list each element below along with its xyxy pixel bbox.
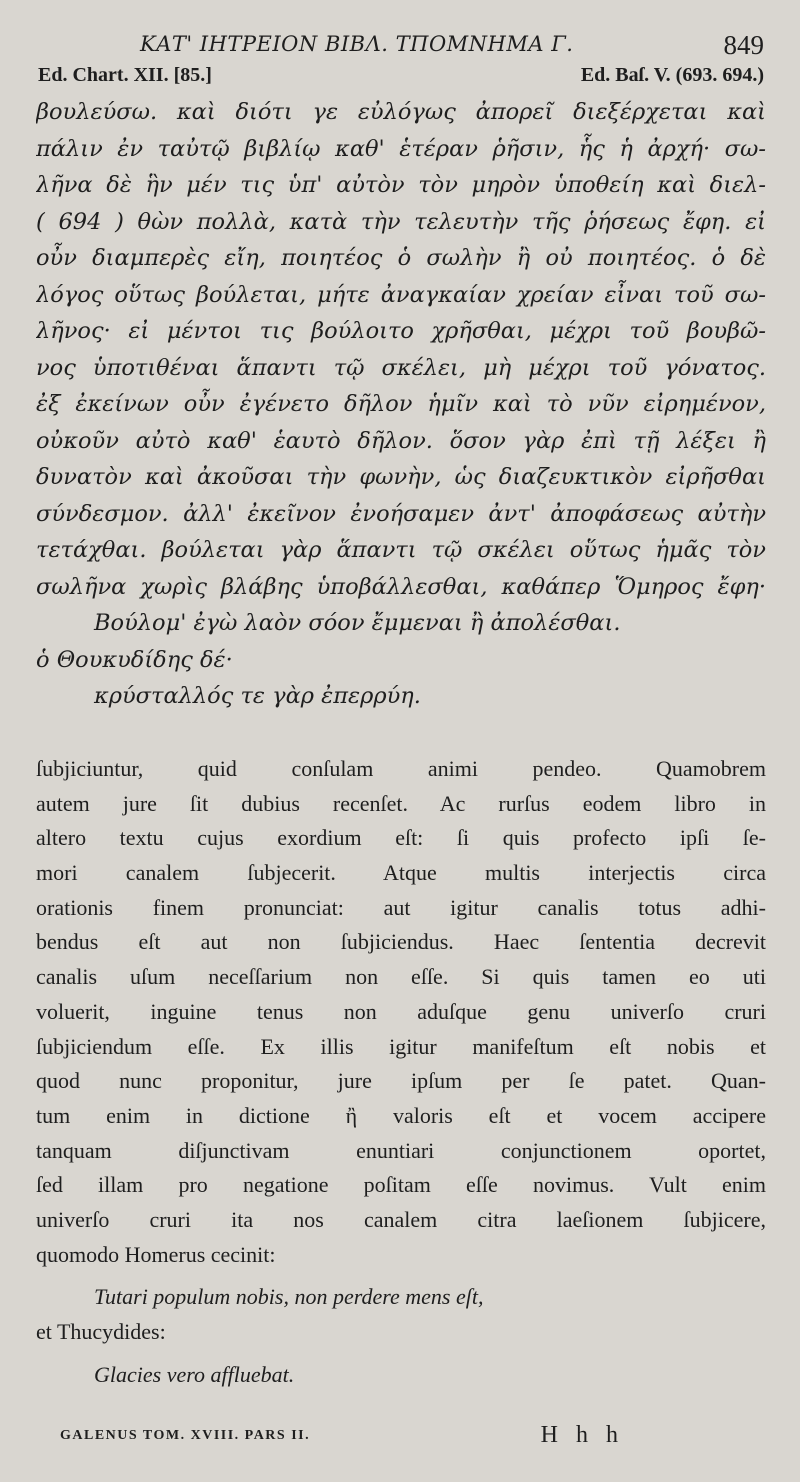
latin-line: bendus eſt aut non ſubjiciendus. Haec ſententia decrevit	[36, 929, 766, 955]
greek-line: ( 694 ) θὼν πολλὰ, κατὰ τὴν τελευτὴν τῆς ῥήσεως ἔφη. εἰ	[36, 208, 766, 235]
edition-chartier: Ed. Chart. XII. [85.]	[38, 64, 212, 86]
greek-line: οὖν διαμπερὲς εἴη, ποιητέος ὁ σωλὴν ἢ οὐ ποιητέος. ὁ δὲ	[36, 245, 766, 271]
latin-line: altero textu cujus exordium eſt: ſi quis profecto ipſi ſe-	[36, 825, 766, 851]
latin-line: tanquam diſjunctivam enuntiari conjunctionem oportet,	[36, 1137, 766, 1163]
greek-text	[36, 94, 766, 715]
page-footer	[60, 1422, 624, 1452]
greek-line: σωλῆνα χωρὶς βλάβης ὑποβάλλεσθαι, καθάπερ Ὅμηρος ἔφη·	[36, 573, 766, 600]
latin-intro-thucydides: et Thucydides:	[36, 1319, 166, 1344]
signature-line: GALENUS TOM. XVIII. PARS II.	[60, 1428, 311, 1443]
running-head	[0, 30, 800, 64]
latin-line: ſubjiciendum eſſe. Ex illis igitur manifeſtum eſt nobis et	[36, 1033, 766, 1059]
greek-line: πάλιν ἐν ταὐτῷ βιβλίῳ καθ' ἑτέραν ῥῆσιν, ἧς ἡ ἀρχή· σω-	[36, 135, 766, 162]
greek-line: νος ὑποτιθέναι ἅπαντι τῷ σκέλει, μὴ μέχρι τοῦ γόνατος.	[36, 354, 766, 381]
latin-line: orationis finem pronunciat: aut igitur canalis totus adhi-	[36, 894, 766, 920]
latin-line: canalis uſum neceſſarium non eſſe. Si quis tamen eo uti	[36, 964, 766, 990]
latin-line: mori canalem ſubjecerit. Atque multis interjectis circa	[36, 860, 766, 886]
latin-line: ſubjiciuntur, quid conſulam animi pendeo. Quamobrem	[36, 756, 766, 781]
latin-verse-thucydides: Glacies vero affluebat.	[94, 1361, 295, 1387]
latin-line: tum enim in dictione ἢ valoris eſt et vocem accipere	[36, 1102, 766, 1128]
greek-verse-homer: Βούλομ' ἐγὼ λαὸν σόον ἔμμεναι ἢ ἀπολέσθαι.	[94, 610, 621, 636]
latin-line: ſed illam pro negatione poſitam eſſe novimus. Vult enim	[36, 1172, 766, 1198]
page-number: 849	[723, 30, 764, 60]
latin-line: quod nunc proponitur, jure ipſum per ſe patet. Quan-	[36, 1068, 766, 1094]
greek-intro-thucydides: ὁ Θουκυδίδης δέ·	[36, 646, 233, 673]
greek-line: λῆνος· εἰ μέντοι τις βούλοιτο χρῆσθαι, μέχρι τοῦ βουβῶ-	[36, 318, 766, 344]
latin-line: quomodo Homerus cecinit:	[36, 1241, 276, 1267]
greek-line: ἐξ ἐκείνων οὖν ἐγένετο δῆλον ἡμῖν καὶ τὸ νῦν εἰρημένον,	[36, 391, 766, 417]
latin-line: voluerit, inguine tenus non aduſque genu univerſo cruri	[36, 998, 766, 1024]
latin-line: univerſo cruri ita nos canalem citra laeſionem ſubjicere,	[36, 1206, 766, 1232]
edition-references	[38, 64, 764, 94]
greek-line: σύνδεσμον. ἀλλ' ἐκεῖνον ἐνοήσαμεν ἀντ' ἀποφάσεως αὐτὴν	[36, 500, 766, 527]
edition-basel: Ed. Baſ. V. (693. 694.)	[580, 64, 764, 86]
latin-verse-homer: Tutari populum nobis, non perdere mens eſt,	[94, 1284, 484, 1310]
running-title: ΚΑΤ' ΙΗΤΡΕΙΟΝ ΒΙΒΛ. ΤΠΟΜΝΗΜΑ Γ.	[140, 32, 574, 56]
latin-line: autem jure ſit dubius recenſet. Ac rurſus eodem libro in	[36, 790, 766, 816]
signature-mark: H h h	[540, 1422, 624, 1448]
greek-line: λόγος οὕτως βούλεται, μήτε ἀναγκαίαν χρείαν εἶναι τοῦ σω-	[36, 281, 766, 308]
greek-verse-thucydides: κρύσταλλός τε γὰρ ἐπερρύη.	[94, 683, 421, 709]
greek-line: λῆνα δὲ ἣν μέν τις ὑπ' αὐτὸν τὸν μηρὸν ὑποθείη καὶ διελ-	[36, 172, 766, 198]
greek-line: βουλεύσω. καὶ διότι γε εὐλόγως ἀπορεῖ διεξέρχεται καὶ	[36, 99, 766, 125]
greek-line: τετάχθαι. βούλεται γὰρ ἅπαντι τῷ σκέλει οὕτως ἡμᾶς τὸν	[36, 537, 766, 563]
greek-line: οὐκοῦν αὐτὸ καθ' ἑαυτὸ δῆλον. ὅσον γὰρ ἐπὶ τῇ λέξει ἢ	[36, 427, 766, 454]
greek-line: δυνατὸν καὶ ἀκοῦσαι τὴν φωνὴν, ὡς διαζευκτικὸν εἰρῆσθαι	[36, 464, 766, 490]
latin-text	[36, 752, 766, 1392]
